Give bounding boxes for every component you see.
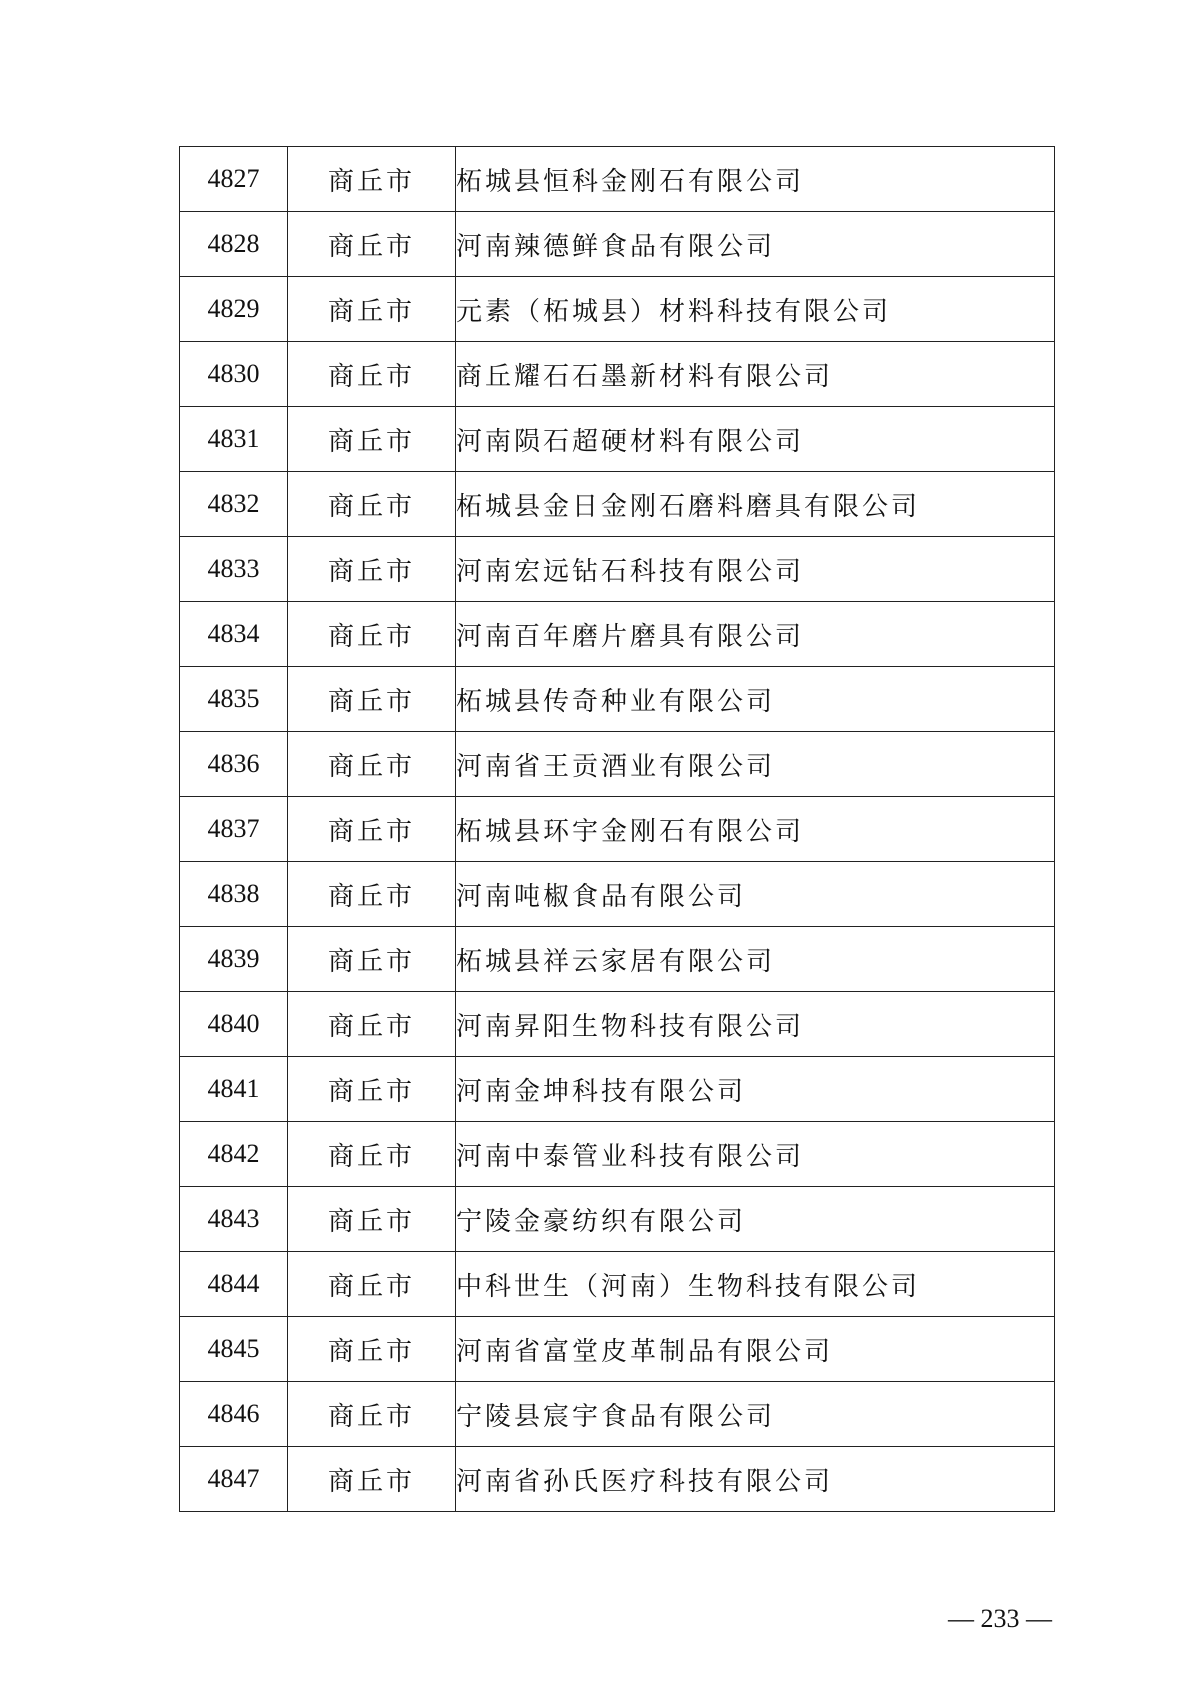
row-city: 商丘市	[288, 732, 456, 797]
table-row	[180, 797, 1055, 862]
row-city: 商丘市	[288, 472, 456, 537]
row-company-name: 河南宏远钻石科技有限公司	[456, 537, 1055, 602]
row-company-name: 商丘耀石石墨新材料有限公司	[456, 342, 1055, 407]
page-number: — 233 —	[948, 1604, 1052, 1633]
row-company-name: 宁陵县宸宇食品有限公司	[456, 1382, 1055, 1447]
table-row	[180, 1447, 1055, 1512]
row-number: 4841	[180, 1057, 288, 1122]
row-number: 4836	[180, 732, 288, 797]
table-row	[180, 1317, 1055, 1382]
row-company-name: 柘城县金日金刚石磨料磨具有限公司	[456, 472, 1055, 537]
row-city: 商丘市	[288, 1187, 456, 1252]
row-city: 商丘市	[288, 797, 456, 862]
row-number: 4829	[180, 277, 288, 342]
row-company-name: 宁陵金豪纺织有限公司	[456, 1187, 1055, 1252]
table-row	[180, 537, 1055, 602]
row-city: 商丘市	[288, 537, 456, 602]
row-city: 商丘市	[288, 1317, 456, 1382]
row-company-name: 河南陨石超硬材料有限公司	[456, 407, 1055, 472]
row-number: 4840	[180, 992, 288, 1057]
table-row	[180, 1122, 1055, 1187]
row-company-name: 河南昇阳生物科技有限公司	[456, 992, 1055, 1057]
row-city: 商丘市	[288, 1122, 456, 1187]
row-city: 商丘市	[288, 1252, 456, 1317]
row-number: 4838	[180, 862, 288, 927]
table-row	[180, 992, 1055, 1057]
row-number: 4845	[180, 1317, 288, 1382]
row-city: 商丘市	[288, 1382, 456, 1447]
row-company-name: 柘城县传奇种业有限公司	[456, 667, 1055, 732]
row-number: 4837	[180, 797, 288, 862]
row-city: 商丘市	[288, 147, 456, 212]
enterprise-table	[179, 146, 1055, 1512]
table-row	[180, 407, 1055, 472]
table-row	[180, 472, 1055, 537]
table-row	[180, 212, 1055, 277]
table-row	[180, 1057, 1055, 1122]
row-company-name: 中科世生（河南）生物科技有限公司	[456, 1252, 1055, 1317]
row-city: 商丘市	[288, 667, 456, 732]
table-row	[180, 147, 1055, 212]
row-company-name: 柘城县环宇金刚石有限公司	[456, 797, 1055, 862]
row-city: 商丘市	[288, 277, 456, 342]
table-row	[180, 732, 1055, 797]
row-city: 商丘市	[288, 992, 456, 1057]
table-row	[180, 342, 1055, 407]
row-number: 4846	[180, 1382, 288, 1447]
row-city: 商丘市	[288, 1057, 456, 1122]
table-row	[180, 1252, 1055, 1317]
row-company-name: 河南金坤科技有限公司	[456, 1057, 1055, 1122]
row-number: 4834	[180, 602, 288, 667]
row-company-name: 柘城县恒科金刚石有限公司	[456, 147, 1055, 212]
row-number: 4847	[180, 1447, 288, 1512]
row-company-name: 河南省王贡酒业有限公司	[456, 732, 1055, 797]
row-city: 商丘市	[288, 342, 456, 407]
row-city: 商丘市	[288, 927, 456, 992]
row-number: 4830	[180, 342, 288, 407]
row-number: 4843	[180, 1187, 288, 1252]
row-number: 4827	[180, 147, 288, 212]
row-number: 4842	[180, 1122, 288, 1187]
table-row	[180, 1187, 1055, 1252]
table-row	[180, 667, 1055, 732]
row-company-name: 柘城县祥云家居有限公司	[456, 927, 1055, 992]
row-number: 4839	[180, 927, 288, 992]
row-company-name: 河南吨椒食品有限公司	[456, 862, 1055, 927]
row-number: 4835	[180, 667, 288, 732]
row-city: 商丘市	[288, 1447, 456, 1512]
table-row	[180, 927, 1055, 992]
row-company-name: 河南中泰管业科技有限公司	[456, 1122, 1055, 1187]
row-number: 4828	[180, 212, 288, 277]
row-company-name: 河南省孙氏医疗科技有限公司	[456, 1447, 1055, 1512]
row-city: 商丘市	[288, 602, 456, 667]
row-company-name: 河南省富堂皮革制品有限公司	[456, 1317, 1055, 1382]
table-row	[180, 602, 1055, 667]
row-city: 商丘市	[288, 862, 456, 927]
row-company-name: 元素（柘城县）材料科技有限公司	[456, 277, 1055, 342]
table-row	[180, 862, 1055, 927]
row-company-name: 河南百年磨片磨具有限公司	[456, 602, 1055, 667]
row-number: 4831	[180, 407, 288, 472]
row-city: 商丘市	[288, 212, 456, 277]
table-row	[180, 277, 1055, 342]
row-company-name: 河南辣德鲜食品有限公司	[456, 212, 1055, 277]
row-number: 4833	[180, 537, 288, 602]
row-city: 商丘市	[288, 407, 456, 472]
row-number: 4832	[180, 472, 288, 537]
row-number: 4844	[180, 1252, 288, 1317]
table-row	[180, 1382, 1055, 1447]
